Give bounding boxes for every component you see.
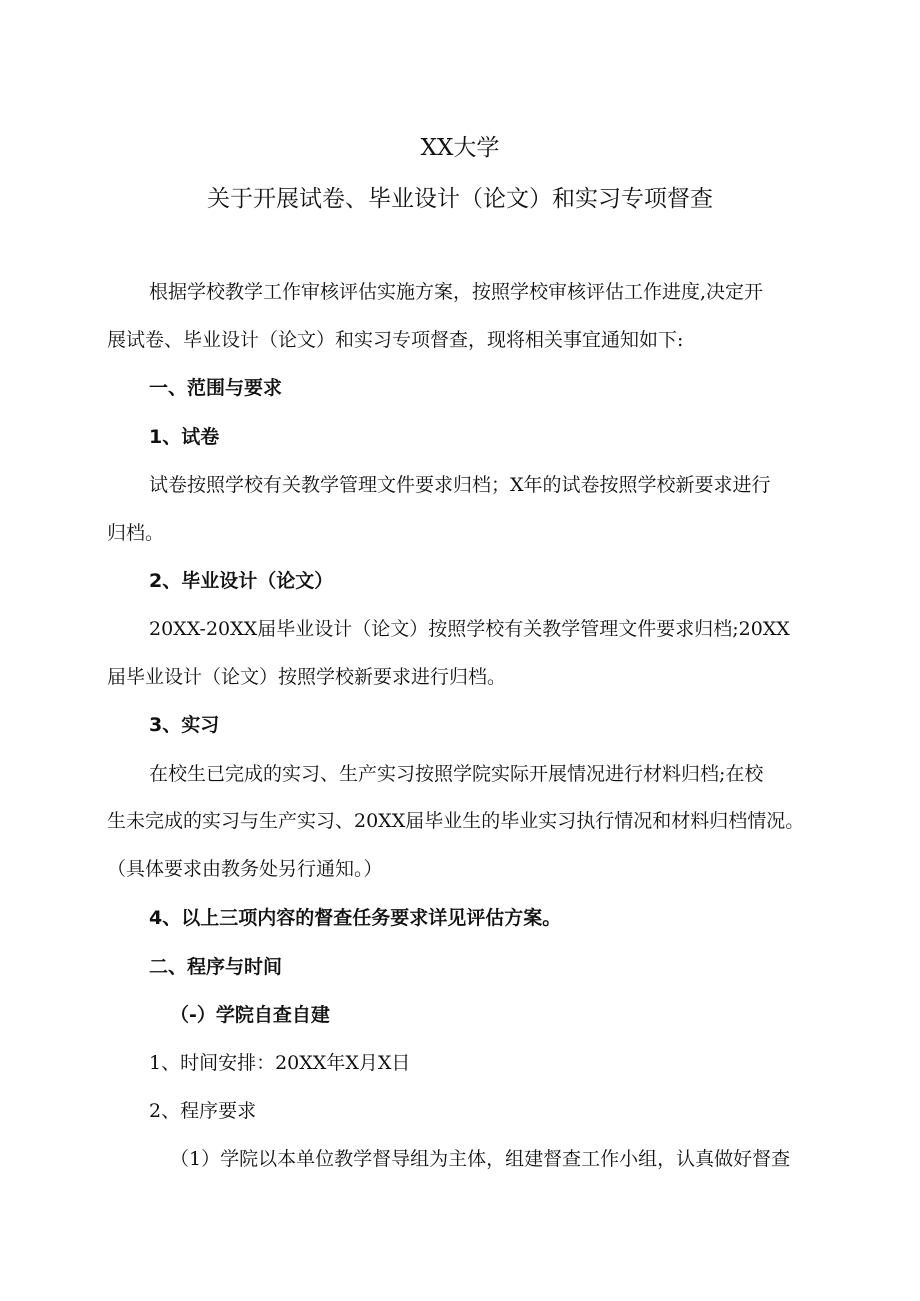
- subsection-1-heading: （-）学院自查自建: [170, 1004, 330, 1026]
- document-title: 关于开展试卷、毕业设计（论文）和实习专项督查: [207, 186, 713, 212]
- procedure-item: 2、程序要求: [149, 1100, 257, 1122]
- intro-line-1: 根据学校教学工作审核评估实施方案，按照学校审核评估工作进度,决定开: [149, 281, 764, 303]
- item-1-heading: 1、试卷: [149, 426, 220, 448]
- item-1-line-2: 归档。: [107, 522, 165, 544]
- item-1-line-1: 试卷按照学校有关教学管理文件要求归档；X年的试卷按照学校新要求进行: [149, 474, 771, 496]
- procedure-item-1: （1）学院以本单位教学督导组为主体，组建督查工作小组，认真做好督查: [170, 1148, 791, 1170]
- item-2-line-1: 20XX-20XX届毕业设计（论文）按照学校有关教学管理文件要求归档;20XX: [149, 618, 790, 640]
- item-4-heading: 4、以上三项内容的督查任务要求详见评估方案。: [149, 907, 562, 929]
- item-3-line-2: 生未完成的实习与生产实习、20XX届毕业生的毕业实习执行情况和材料归档情况。: [107, 810, 805, 832]
- schedule-item: 1、时间安排：20XX年X月X日: [149, 1052, 411, 1074]
- item-3-line-1: 在校生已完成的实习、生产实习按照学院实际开展情况进行材料归档;在校: [149, 763, 764, 785]
- item-3-heading: 3、实习: [149, 714, 220, 736]
- section-1-heading: 一、范围与要求: [149, 377, 283, 399]
- item-2-line-2: 届毕业设计（论文）按照学校新要求进行归档。: [107, 666, 507, 688]
- intro-line-2: 展试卷、毕业设计（论文）和实习专项督查，现将相关事宜通知如下:: [107, 329, 684, 351]
- section-2-heading: 二、程序与时间: [149, 956, 283, 978]
- university-name: XX大学: [420, 135, 500, 161]
- item-3-line-3: （具体要求由教务处另行通知。）: [107, 858, 383, 880]
- item-2-heading: 2、毕业设计（论文）: [149, 570, 334, 592]
